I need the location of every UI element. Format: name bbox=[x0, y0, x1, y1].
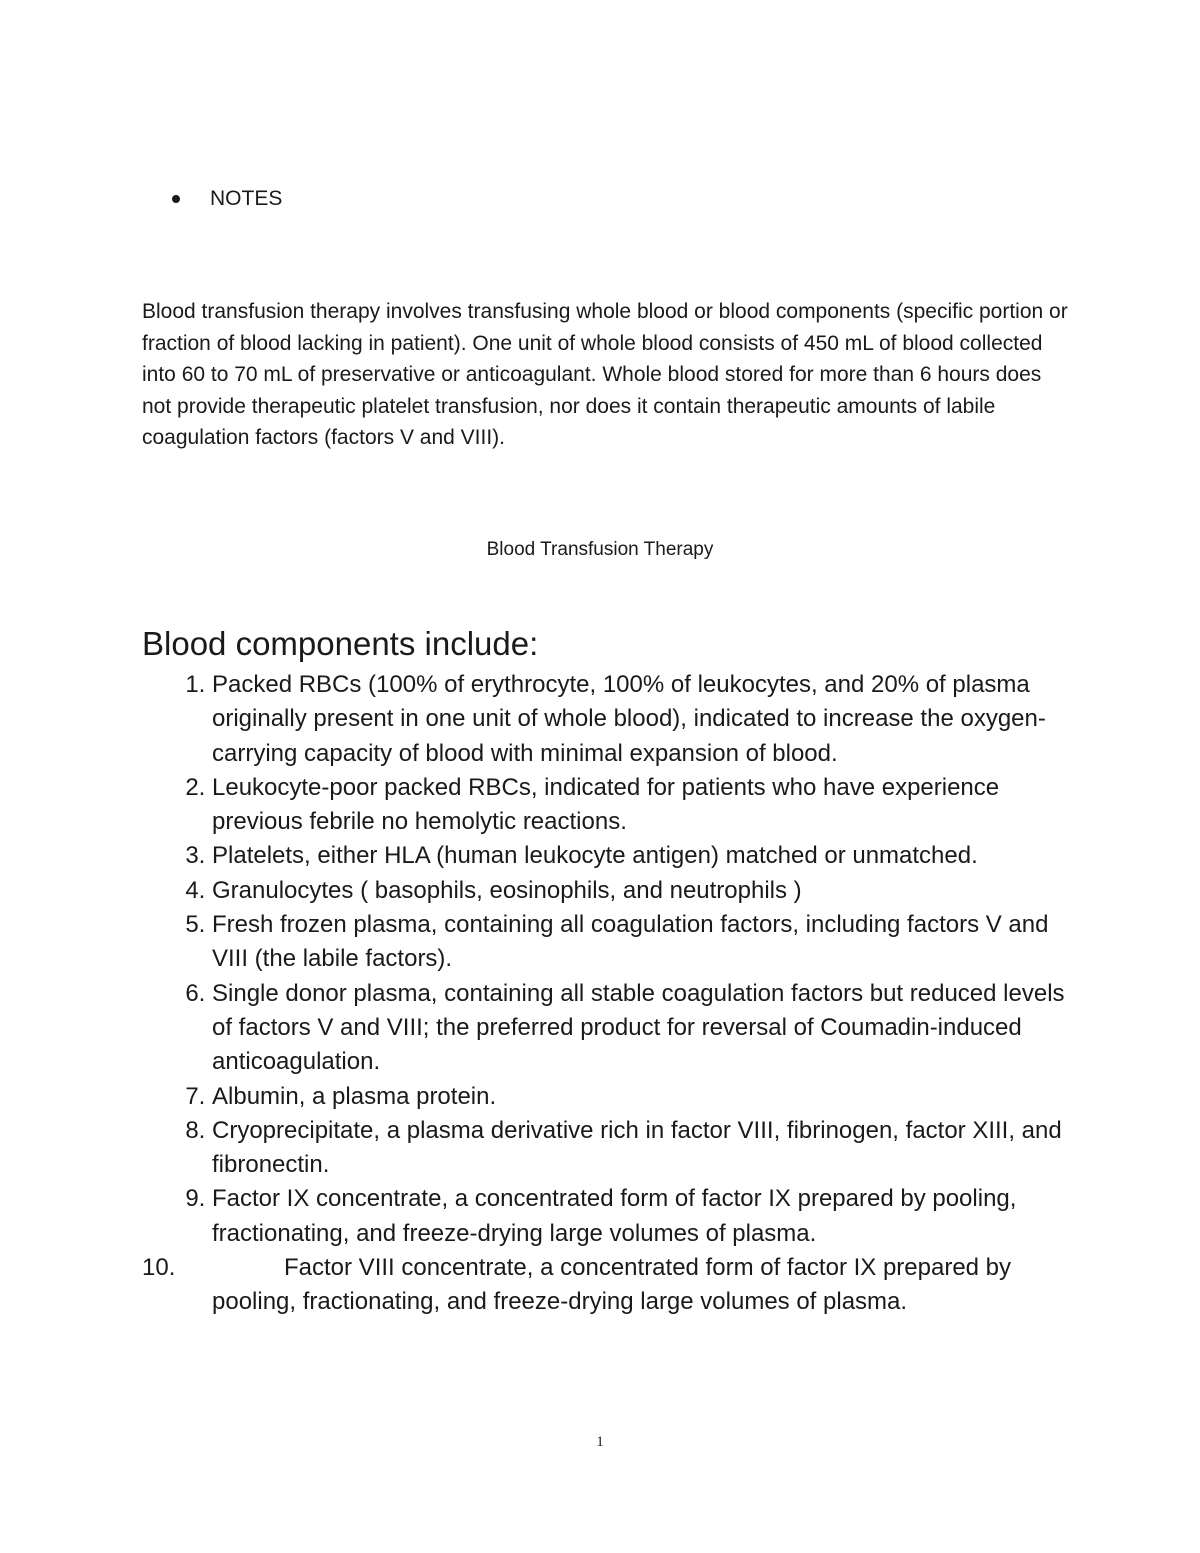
list-item-number: 7. bbox=[185, 1082, 206, 1110]
list-item bbox=[142, 1080, 1072, 1114]
list-item-number: 5. bbox=[185, 911, 206, 939]
list-item-number: 3. bbox=[185, 842, 206, 870]
list-item bbox=[142, 1182, 1072, 1251]
list-item-number: 6. bbox=[185, 979, 206, 1007]
list-item bbox=[142, 839, 1072, 873]
list-item bbox=[142, 977, 1072, 1080]
list-item-number: 9. bbox=[185, 1185, 206, 1213]
notes-label: NOTES bbox=[210, 187, 283, 210]
list-item-text: Leukocyte-poor packed RBCs, indicated for patients who have experience previous febrile no hemolytic reactions. bbox=[212, 773, 1000, 836]
list-item-text: Packed RBCs (100% of erythrocyte, 100% of leukocytes, and 20% of plasma originally present in one unit of whole blood), indicated to increase the oxygen-carrying capacity of blood with minimal expansion of blood. bbox=[212, 671, 1046, 767]
list-item-number: 10. bbox=[142, 1254, 176, 1282]
list-item bbox=[142, 668, 1072, 771]
notes-bullet bbox=[172, 186, 282, 212]
intro-paragraph: Blood transfusion therapy involves transfusing whole blood or blood components (specific portion or fraction of blood lacking in patient). One unit of whole blood consists of 450 mL of blood collected into 60 to 70 mL of preservative or anticoagulant. Whole blood stored for more than 6 hours does not provide therapeutic platelet transfusion, nor does it contain therapeutic amounts of labile coagulation factors (factors V and VIII). bbox=[142, 300, 1068, 449]
section-subheading: Blood Transfusion Therapy bbox=[486, 539, 714, 560]
list-item-text: Albumin, a plasma protein. bbox=[212, 1082, 497, 1110]
list-item-text: Cryoprecipitate, a plasma derivative rich in factor VIII, fibrinogen, factor XIII, and fibronectin. bbox=[212, 1116, 1062, 1179]
list-item bbox=[142, 908, 1072, 977]
list-item bbox=[142, 1251, 1072, 1320]
components-list bbox=[142, 668, 1072, 1320]
list-item-number: 2. bbox=[185, 773, 206, 801]
components-heading: Blood components include: bbox=[142, 625, 539, 662]
list-item bbox=[142, 771, 1072, 840]
list-item bbox=[142, 1114, 1072, 1183]
list-item-text: Fresh frozen plasma, containing all coagulation factors, including factors V and VIII (the labile factors). bbox=[212, 911, 1049, 973]
bullet-dot-icon bbox=[172, 195, 180, 203]
list-item-number: 4. bbox=[185, 876, 206, 904]
list-item-text: Single donor plasma, containing all stable coagulation factors but reduced levels of factors V and VIII; the preferred product for reversal of Coumadin-induced anticoagulation. bbox=[212, 979, 1065, 1076]
list-item-text: Factor IX concentrate, a concentrated form of factor IX prepared by pooling, fractionating, and freeze-drying large volumes of plasma. bbox=[212, 1185, 1017, 1247]
list-item-number: 1. bbox=[185, 671, 206, 698]
list-item-text: Platelets, either HLA (human leukocyte antigen) matched or unmatched. bbox=[212, 842, 978, 870]
list-item bbox=[142, 874, 1072, 908]
list-item-number: 8. bbox=[185, 1116, 206, 1144]
list-item-text: Factor VIII concentrate, a concentrated form of factor IX prepared by pooling, fractionating, and freeze-drying large volumes of plasma. bbox=[212, 1254, 1012, 1316]
list-item-text: Granulocytes ( basophils, eosinophils, and neutrophils ) bbox=[212, 876, 802, 904]
page-number: 1 bbox=[596, 1434, 604, 1450]
